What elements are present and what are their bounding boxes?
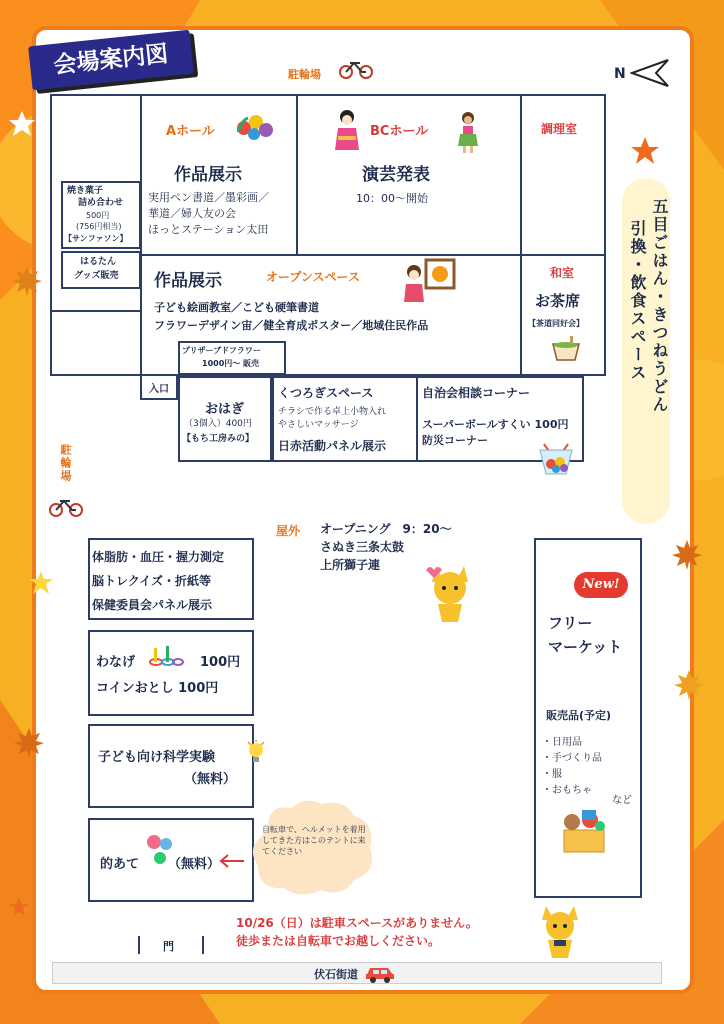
a-hall-title: 作品展示: [174, 165, 242, 185]
flea-item-3: ・服: [542, 769, 562, 780]
flea-item-4: ・おもちゃ: [542, 785, 592, 796]
jichikai-line1: スーパーボールすくい 100円: [422, 418, 569, 431]
mascot-character-icon: [536, 902, 584, 960]
north-label: N: [614, 66, 626, 82]
health-line-1: 体脂肪・血圧・握力測定: [92, 550, 225, 564]
flea-item-1: ・日用品: [542, 737, 582, 748]
toy-box-icon: [554, 800, 614, 856]
parking-notice-line1: 10/26（日）は駐車スペースがありません。: [236, 916, 478, 930]
road-label: 伏石街道: [314, 968, 358, 981]
flea-etc: など: [612, 795, 632, 806]
a-hall-header: Aホール: [166, 124, 215, 139]
wanage-price: 100円: [200, 655, 241, 670]
flea-title-1: フリー: [548, 614, 593, 632]
sweets-name: 焼き菓子: [67, 186, 104, 196]
bc-hall-header: BCホール: [370, 124, 429, 139]
ohagi-vendor: 【もち工房みの】: [182, 434, 255, 444]
food-exchange-label2: 引換・飲食スペース: [628, 220, 647, 382]
games-booth: [88, 630, 254, 716]
star-icon: [28, 570, 54, 596]
kitchen-label: 調理室: [541, 122, 578, 136]
science-line1: 子ども向け科学実験: [98, 750, 216, 765]
bicycle-parking-left-label: 駐輪場: [59, 444, 72, 483]
kutsurogi-line-1: チラシで作る卓上小物入れ: [278, 407, 387, 417]
matcha-tea-icon: [550, 336, 582, 362]
sweets-line2: 詰め合わせ: [78, 198, 124, 208]
a-hall-line-2: 華道／婦人友の会: [148, 207, 236, 220]
kutsurogi-extra: 日赤活動パネル展示: [278, 439, 387, 453]
left-divider: [50, 310, 142, 312]
painter-icon: [404, 258, 458, 302]
light-bulb-icon: [246, 740, 266, 766]
north-arrow-icon: [630, 58, 670, 88]
sweets-price: 500円: [86, 211, 110, 220]
ohagi-title: おはぎ: [205, 402, 245, 417]
new-badge: New!: [574, 572, 628, 598]
open-space-line-1: 子ども絵画教室／こども硬筆書道: [154, 301, 319, 314]
star-icon: [630, 136, 660, 166]
washitsu-header: 和室: [550, 266, 575, 280]
gate-label: 門: [163, 940, 174, 953]
sweets-vendor: 【サンファソン】: [64, 234, 128, 243]
open-space-header: オープンスペース: [266, 270, 360, 284]
bicycle-icon: [48, 496, 84, 518]
science-line2: （無料）: [184, 772, 237, 787]
star-icon: [8, 110, 36, 138]
target-label: 的あて: [100, 857, 140, 872]
outdoor-line-3: 上所獅子連: [320, 558, 381, 572]
outdoor-label: 屋外: [276, 524, 301, 538]
sweets-price-note: (756円相当): [76, 222, 122, 231]
washitsu-vendor: 【茶道同好会】: [528, 319, 584, 328]
bc-hall-title: 演芸発表: [362, 165, 430, 185]
health-line-3: 保健委員会パネル展示: [92, 598, 213, 612]
helmet-note: 自転車で、ヘルメットを着用してきた方はこのテントに来てください: [262, 825, 366, 856]
preserved-flower-line2: 1000円～ 販売: [202, 359, 260, 368]
harutan-line2: グッズ販売: [74, 271, 119, 281]
star-icon: [8, 896, 30, 918]
open-space-line-2: フラワーデザイン宙／健全育成ポスター／地域住民作品: [154, 319, 429, 332]
preserved-flower-line1: プリザーブドフラワー: [182, 346, 261, 355]
page-title: 会場案内図: [28, 30, 194, 91]
jichikai-line2: 防災コーナー: [422, 434, 488, 447]
science-booth: [88, 724, 254, 808]
ohagi-line2: （3個入）400円: [184, 419, 252, 429]
gate-post-left: [138, 936, 140, 954]
flea-items-header: 販売品(予定): [546, 709, 612, 722]
maple-leaf-icon: [670, 538, 704, 572]
entrance-label: 入口: [149, 384, 169, 395]
health-line-2: 脳トレクイズ・折紙等: [92, 574, 212, 588]
target-free: （無料）: [168, 857, 221, 872]
parking-notice-line2: 徒歩または自転車でお越しください。: [236, 934, 441, 948]
flea-title-2: マーケット: [548, 638, 623, 656]
superball-bag-icon: [536, 434, 576, 476]
jichikai-title: 自治会相談コーナー: [422, 386, 531, 400]
washitsu-title: お茶席: [535, 292, 581, 310]
car-icon: [364, 963, 396, 983]
open-space-title: 作品展示: [154, 271, 222, 291]
maiko-dancer-icon: [332, 108, 362, 152]
mascot-character-icon: [422, 560, 478, 626]
harutan-line1: はるたん: [80, 257, 117, 267]
kitchen-room: [520, 94, 606, 256]
hula-dancer-icon: [454, 110, 482, 154]
kutsurogi-line-2: やさしいマッサージ: [278, 420, 359, 430]
bicycle-parking-top-label: 駐輪場: [288, 68, 321, 81]
wanage-label: わなげ: [96, 655, 136, 670]
food-exchange-label: 五目ごはん・きつねうどん: [650, 198, 669, 414]
maple-leaf-icon: [10, 264, 44, 298]
ring-toss-icon: [148, 644, 184, 668]
outdoor-line-2: さぬき三条太鼓: [320, 540, 405, 554]
bicycle-icon: [338, 58, 374, 80]
gate-post-right: [202, 936, 204, 954]
flea-item-2: ・手づくり品: [542, 753, 602, 764]
flower-bouquet-icon: [232, 110, 278, 146]
outdoor-line-1: オープニング 9：20～: [320, 522, 452, 536]
bc-hall-time: 10：00～開始: [356, 192, 428, 205]
a-hall-line-1: 実用ペン書道／墨彩画／: [148, 191, 269, 204]
maple-leaf-icon: [12, 726, 46, 760]
a-hall-line-3: ほっとステーション太田: [148, 223, 269, 236]
kutsurogi-title: くつろぎスペース: [278, 386, 374, 400]
arrow-pointer-icon: [218, 854, 246, 868]
coin-drop-label: コインおとし 100円: [96, 681, 219, 696]
maple-leaf-icon: [672, 668, 706, 702]
